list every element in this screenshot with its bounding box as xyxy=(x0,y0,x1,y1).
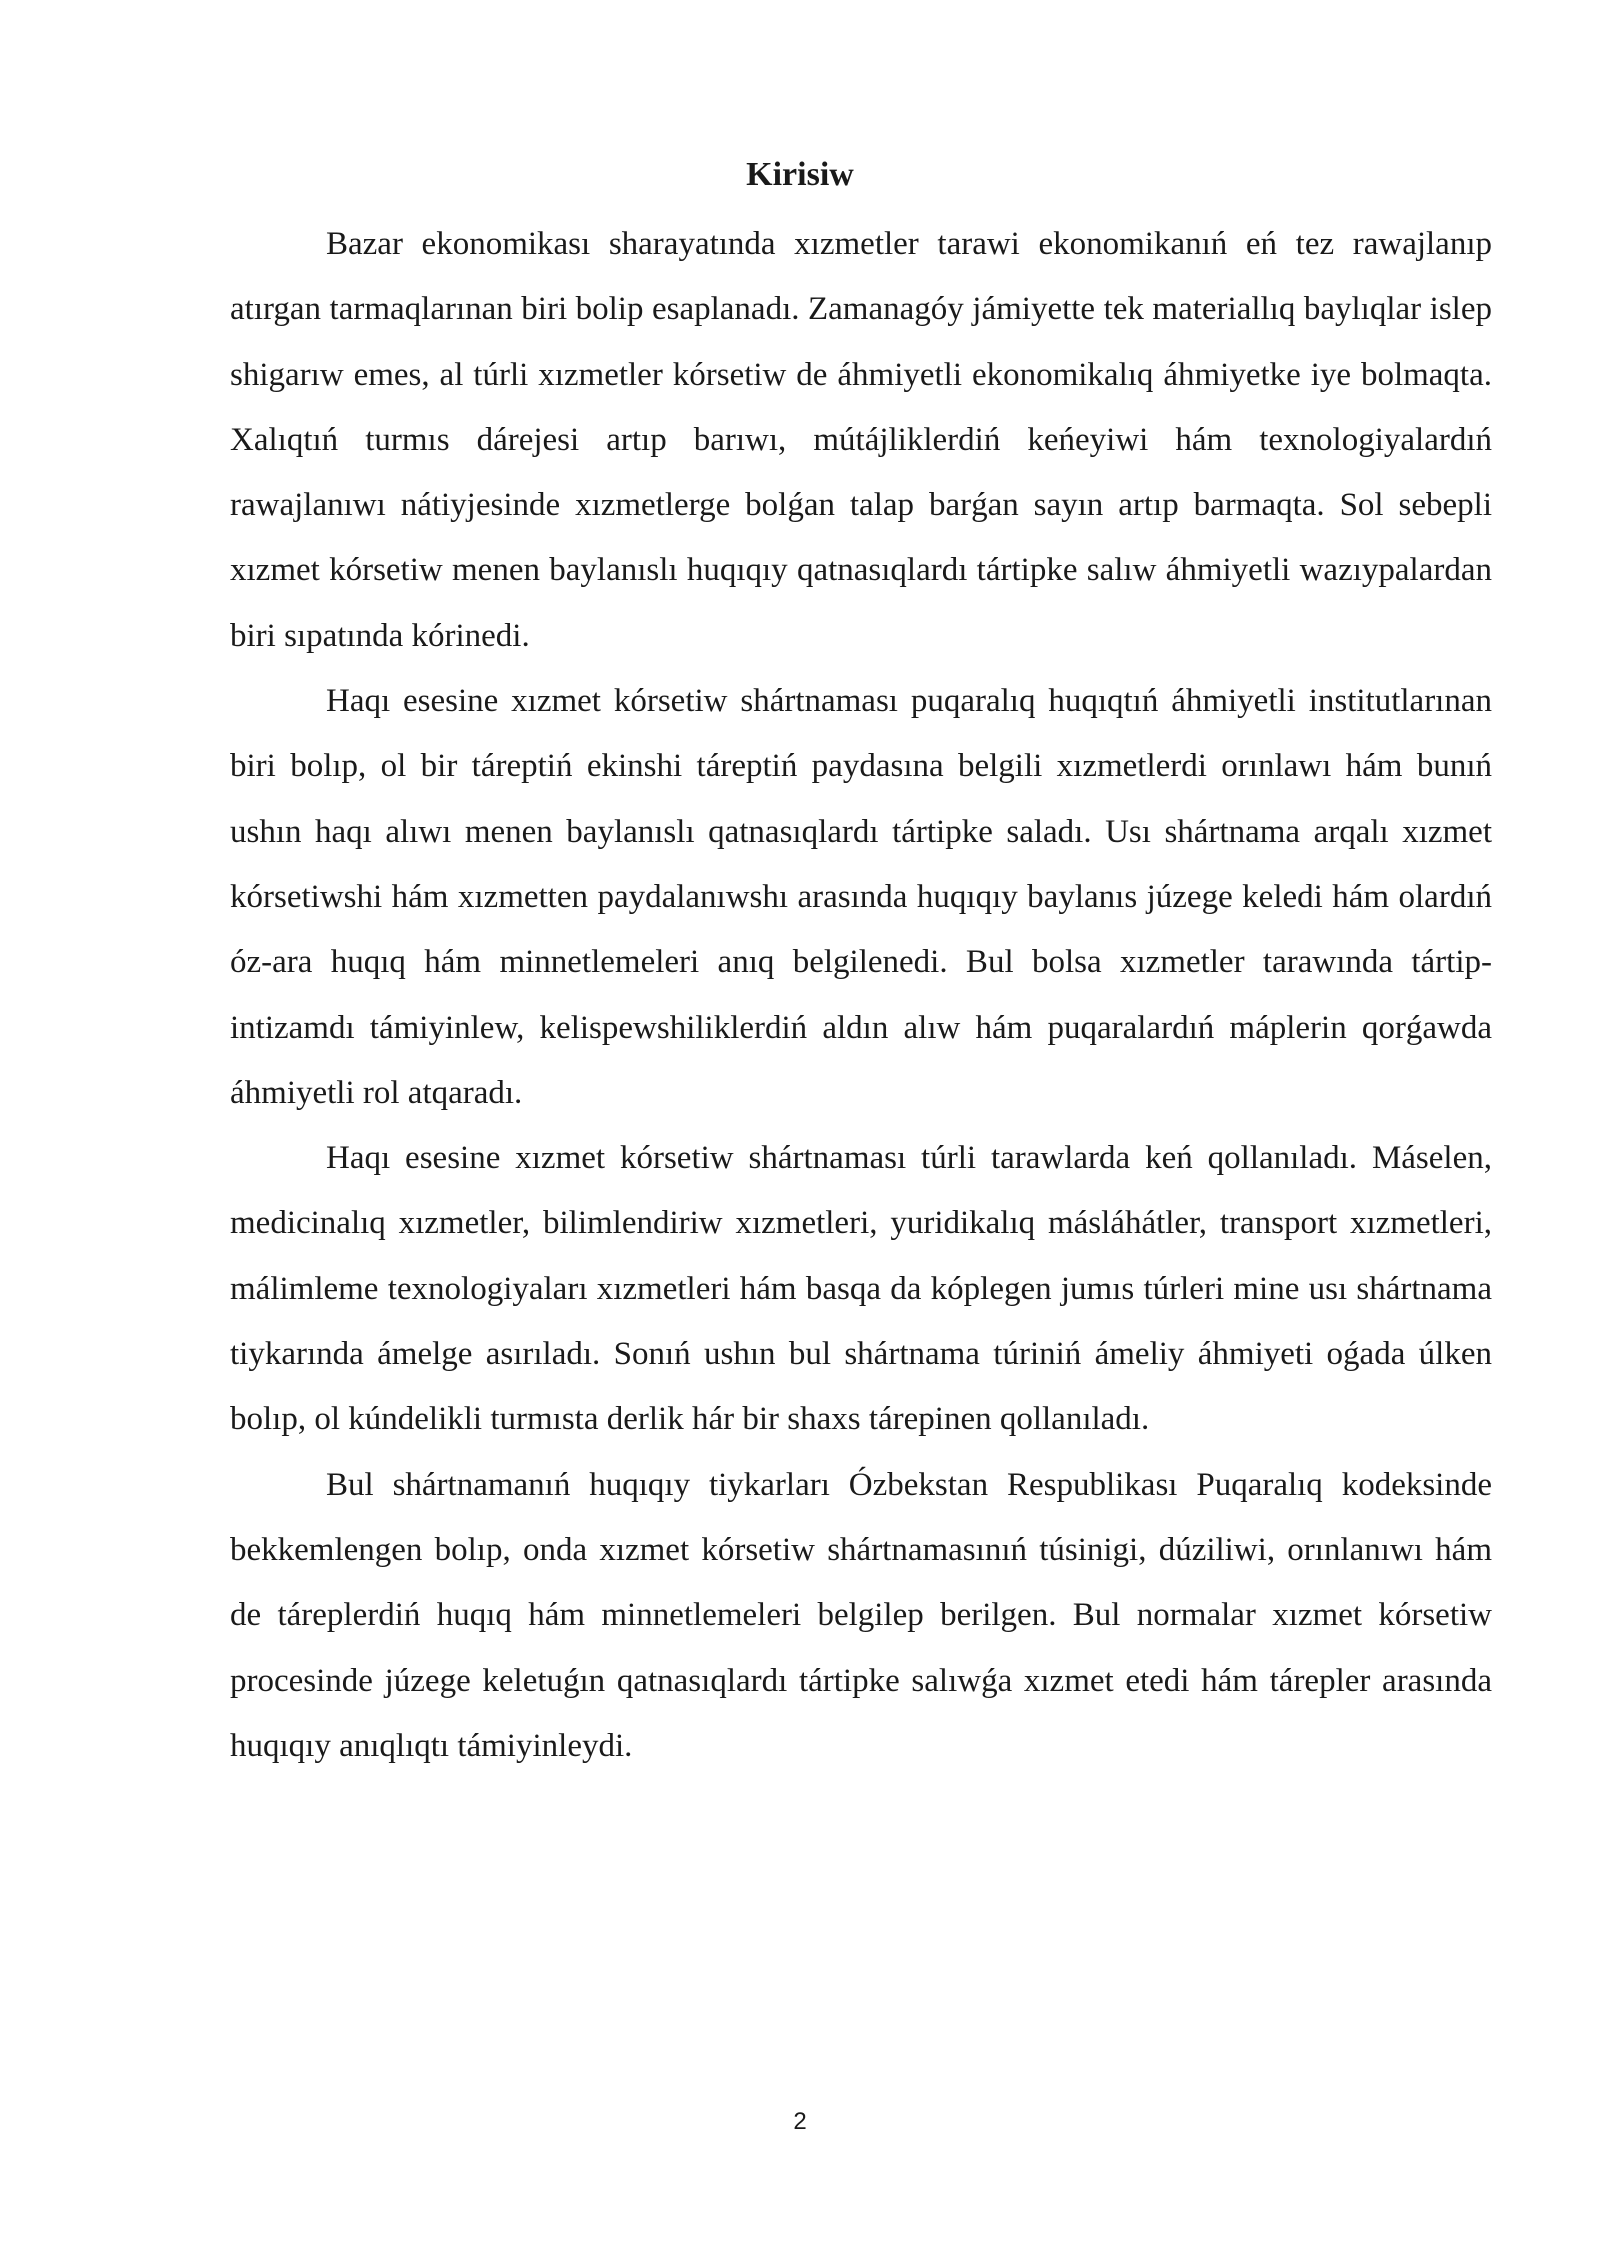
paragraph-3: Haqı esesine xızmet kórsetiw shártnaması túrli tarawlarda keń qollanıladı. Máselen, medicinalıq xızmetler, bilimlendiriw xızmetleri, yuridikalıq másláhátler, transport xızmetleri, málimleme texnologiyaları xızmetleri hám basqa da kóplegen jumıs túrleri mine usı shártnama tiykarında ámelge asırıladı. Sonıń ushın bul shártnama túriniń ámeliy áhmiyeti oǵada úlken bolıp, ol kúndelikli turmısta derlik hár bir shaxs tárepinen qollanıladı. xyxy=(230,1140,1492,1438)
page-title: Kirisiw xyxy=(746,156,854,193)
paragraph-4: Bul shártnamanıń huqıqıy tiykarları Ózbekstan Respublikası Puqaralıq kodeksinde bekkemlengen bolıp, onda xızmet kórsetiw shártnamasınıń túsinigi, dúziliwi, orınlanıwı hám de táreplerdiń huqıq hám minnetlemeleri belgilep berilgen. Bul normalar xızmet kórsetiw procesinde júzege keletuǵın qatnasıqlardı tártipke salıwǵa xızmet etedi hám tárepler arasında huqıqıy anıqlıqtı támiyinleydi. xyxy=(230,1466,1492,1764)
body-text xyxy=(230,212,1492,1779)
page-number: 2 xyxy=(793,2108,807,2135)
paragraph-1: Bazar ekonomikası sharayatında xızmetler tarawi ekonomikanıń eń tez rawajlanıp atırgan tarmaqlarınan biri bolip esaplanadı. Zamanagóy jámiyette tek materiallıq baylıqlar islep shigarıw emes, al túrli xızmetler kórsetiw de áhmiyetli ekonomikalıq áhmiyetke iye bolmaqta. Xalıqtıń turmıs dárejesi artıp barıwı, mútájliklerdiń keńeyiwi hám texnologiyalardıń rawajlanıwı nátiyjesinde xızmetlerge bolǵan talap barǵan sayın artıp barmaqta. Sol sebepli xızmet kórsetiw menen baylanıslı huqıqıy qatnasıqlardı tártipke salıw áhmiyetli wazıypalardan biri sıpatında kórinedi. xyxy=(230,226,1492,654)
paragraph-2: Haqı esesine xızmet kórsetiw shártnaması puqaralıq huqıqtıń áhmiyetli institutlarınan biri bolıp, ol bir táreptiń ekinshi táreptiń paydasına belgili xızmetlerdi orınlawı hám bunıń ushın haqı alıwı menen baylanıslı qatnasıqlardı tártipke saladı. Usı shártnama arqalı xızmet kórsetiwshi hám xızmetten paydalanıwshı arasında huqıqıy baylanıs júzege keledi hám olardıń óz-ara huqıq hám minnetlemeleri anıq belgilenedi. Bul bolsa xızmetler tarawında tártip-intizamdı támiyinlew, kelispewshiliklerdiń aldın alıw hám puqaralardıń máplerin qorǵawda áhmiyetli rol atqaradı. xyxy=(230,683,1492,1111)
